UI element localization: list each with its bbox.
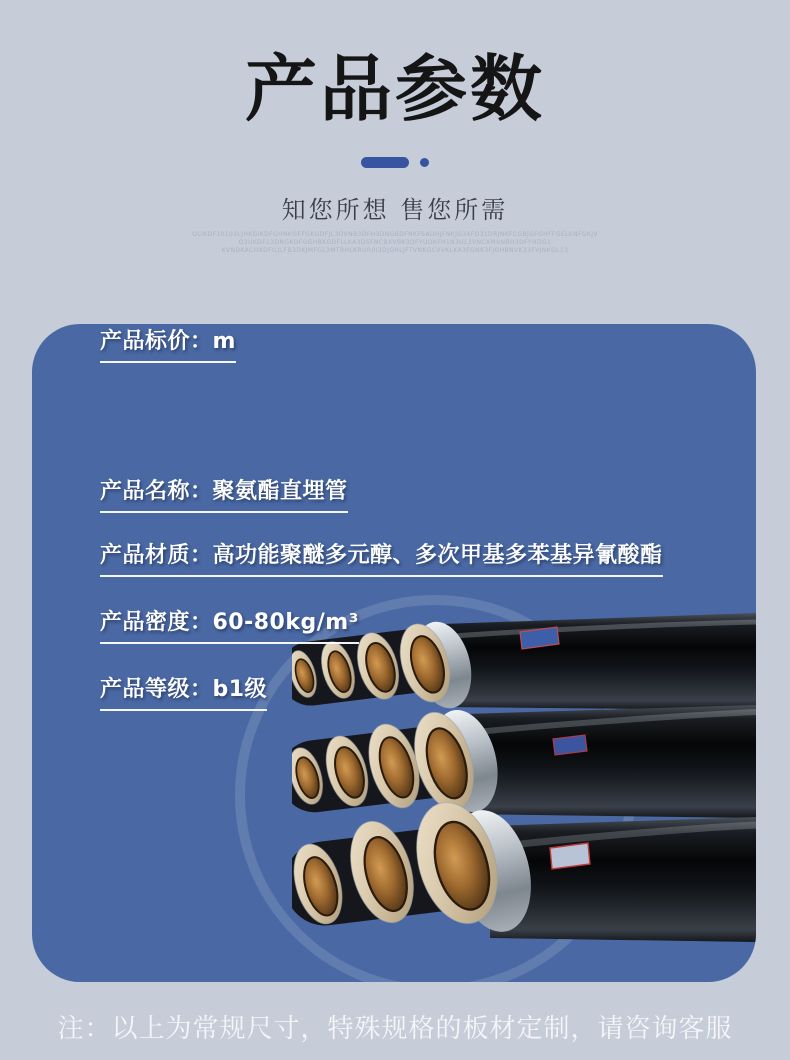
- param-text: 产品名称：聚氨酯直埋管: [100, 474, 348, 513]
- pipe-label-sticker: [553, 735, 587, 755]
- param-text: 产品标价：m: [100, 324, 236, 363]
- fine-print: [0, 231, 790, 255]
- accent-dash-icon: [361, 157, 409, 168]
- accent-dot-icon: [420, 158, 429, 167]
- fine-print-line: KVNDKACHXDFILJLFB3DKJMFGL3MTRHLKRUR0I3DJGHLJFTVNKGCVVKLKA3FGNK3FJGHBNVK33FVJNKGL13: [221, 247, 569, 254]
- pipe-middle: [422, 703, 756, 819]
- param-text: 产品等级：b1级: [100, 672, 267, 711]
- pipe-top: [406, 613, 756, 714]
- param-text: 产品材质：高功能聚醚多元醇、多次甲基多苯基异氰酸酯: [100, 538, 663, 577]
- param-row-price: [100, 324, 236, 363]
- product-params-card: [32, 324, 756, 982]
- param-row-density: [100, 605, 359, 644]
- pipe-label-sticker: [550, 843, 590, 869]
- footer-note: 注：以上为常规尺寸，特殊规格的板材定制，请咨询客服: [57, 1014, 733, 1044]
- param-text: 产品密度：60-80kg/m³: [100, 605, 359, 644]
- product-photo-insulated-pipes: [292, 608, 756, 982]
- title-accent-divider: [0, 157, 790, 168]
- subtitle: 知您所想 售您所需: [281, 196, 509, 224]
- page-title: 产品参数: [244, 47, 545, 131]
- fine-print-line: OLIKDF10103LJHKGIKDFGHNKGEFGKGDFJL3DVNB3DFH3DNGBDFNKFSADHJFNKJG34FD31DRJNKFCGBJGFGHFFGELKNFGKJV: [192, 231, 598, 238]
- param-row-material: [100, 538, 663, 577]
- param-row-name: [100, 474, 348, 513]
- param-row-grade: [100, 672, 267, 711]
- fine-print-line: O3UKDF13DNGKDFGGHBKGDFLLKA3DSFNCBXVBK3DFYUOKFH1N3UL3VNCXMVNBH3DFYHDG1: [238, 239, 552, 246]
